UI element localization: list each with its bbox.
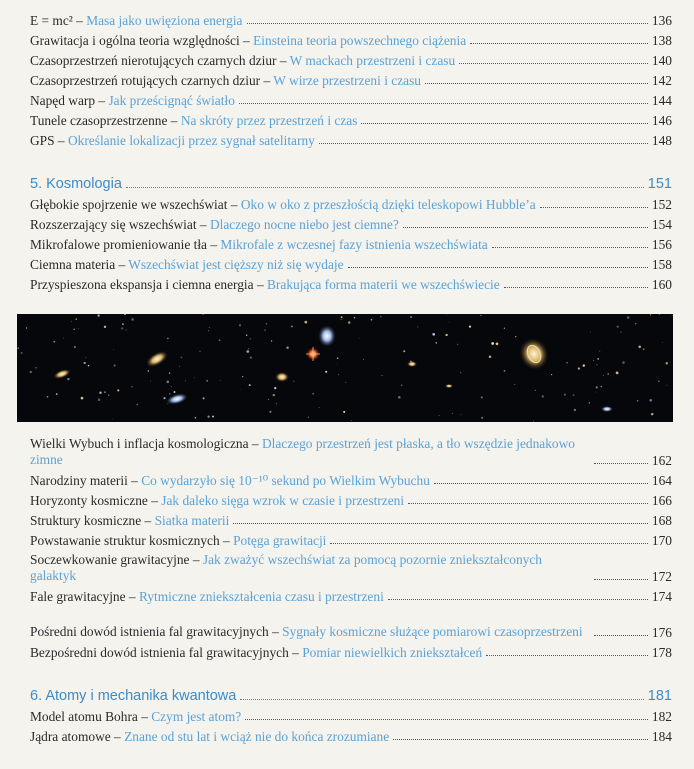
entry-text <box>30 493 404 508</box>
entry-subtitle: Jak zważyć wszechświat za pomocą pozornie zniekształconych galaktyk <box>30 552 542 583</box>
entry-page-number: 184 <box>651 729 672 744</box>
toc-entry[interactable] <box>30 584 672 604</box>
toc-entry[interactable] <box>30 28 672 48</box>
section-page-number: 181 <box>647 688 672 704</box>
entry-title: Pośredni dowód istnienia fal grawitacyjnych – <box>30 624 283 639</box>
toc-block-quantum <box>30 704 672 744</box>
entry-title: Przyspieszona ekspansja i ciemna energia – <box>30 277 267 292</box>
entry-title: Wielki Wybuch i inflacja kosmologiczna – <box>30 436 262 451</box>
entry-page-number: 138 <box>651 33 672 48</box>
entry-page-number: 158 <box>651 257 672 272</box>
entry-subtitle: W mackach przestrzeni i czasu <box>289 53 456 68</box>
dot-leader <box>247 23 648 24</box>
dot-leader <box>459 63 648 64</box>
entry-text <box>30 729 389 744</box>
dot-leader <box>126 187 644 188</box>
toc-block-relativity <box>30 8 672 148</box>
entry-text <box>30 33 466 48</box>
entry-subtitle: Znane od stu lat i wciąż nie do końca zrozumiane <box>124 729 390 744</box>
entry-text <box>30 552 590 584</box>
toc-section-cosmology <box>30 170 672 292</box>
entry-title: Soczewkowanie grawitacyjne – <box>30 552 203 567</box>
toc-entry[interactable] <box>30 528 672 548</box>
entry-subtitle: Dlaczego przestrzeń jest płaska, a tło wszędzie jednakowo zimne <box>30 436 575 467</box>
entry-text <box>30 73 421 88</box>
entry-subtitle: Jak prześcignąć światło <box>108 93 235 108</box>
entry-title: Jądra atomowe – <box>30 729 125 744</box>
dot-leader <box>361 123 647 124</box>
dot-leader <box>239 103 648 104</box>
entry-subtitle: Wszechświat jest cięższy niż się wydaje <box>128 257 344 272</box>
section-title: 6. Atomy i mechanika kwantowa <box>30 688 237 704</box>
toc-entry[interactable] <box>30 88 672 108</box>
entry-text <box>30 13 243 28</box>
entry-text <box>30 237 488 252</box>
dot-leader <box>245 719 648 720</box>
entry-text <box>30 277 500 292</box>
dot-leader <box>233 523 648 524</box>
dot-leader <box>434 483 648 484</box>
toc-section-quantum <box>30 682 672 744</box>
dot-leader <box>594 463 648 464</box>
section-heading-6[interactable] <box>30 682 672 704</box>
entry-page-number: 168 <box>651 513 672 528</box>
dot-leader <box>470 43 648 44</box>
toc-entry[interactable] <box>30 432 672 468</box>
entry-title: Napęd warp – <box>30 93 109 108</box>
entry-subtitle: Określanie lokalizacji przez sygnał satelitarny <box>67 133 315 148</box>
entry-text <box>30 93 235 108</box>
toc-entry[interactable] <box>30 548 672 584</box>
dot-leader <box>388 599 648 600</box>
toc-entry[interactable] <box>30 252 672 272</box>
entry-title: Czasoprzestrzeń nierotujących czarnych dziur – <box>30 53 290 68</box>
entry-page-number: 136 <box>651 13 672 28</box>
toc-entry[interactable] <box>30 108 672 128</box>
entry-text <box>30 133 315 148</box>
entry-subtitle: Czym jest atom? <box>151 709 242 724</box>
entry-text <box>30 113 357 128</box>
toc-entry[interactable] <box>30 272 672 292</box>
toc-entry[interactable] <box>30 640 672 660</box>
entry-title: Ciemna materia – <box>30 257 129 272</box>
dot-leader <box>330 543 648 544</box>
toc-entry[interactable] <box>30 232 672 252</box>
entry-title: Narodziny materii – <box>30 473 142 488</box>
entry-text <box>30 217 399 232</box>
toc-entry[interactable] <box>30 68 672 88</box>
entry-title: Tunele czasoprzestrzenne – <box>30 113 181 128</box>
entry-page-number: 176 <box>651 625 672 640</box>
dot-leader <box>594 635 648 636</box>
toc-entry[interactable] <box>30 128 672 148</box>
entry-page-number: 146 <box>651 113 672 128</box>
dot-leader <box>240 699 643 700</box>
entry-page-number: 142 <box>651 73 672 88</box>
toc-entry[interactable] <box>30 704 672 724</box>
entry-page-number: 166 <box>651 493 672 508</box>
entry-title: Grawitacja i ogólna teoria względności – <box>30 33 254 48</box>
dot-leader <box>492 247 648 248</box>
entry-page-number: 144 <box>651 93 672 108</box>
dot-leader <box>408 503 648 504</box>
dot-leader <box>348 267 648 268</box>
toc-entry[interactable] <box>30 192 672 212</box>
entry-subtitle: Sygnały kosmiczne służące pomiarowi czasoprzestrzeni <box>282 624 583 639</box>
entry-subtitle: Potęga grawitacji <box>233 533 327 548</box>
toc-entry[interactable] <box>30 468 672 488</box>
toc-entry[interactable] <box>30 724 672 744</box>
dot-leader <box>393 739 648 740</box>
entry-page-number: 174 <box>651 589 672 604</box>
entry-text <box>30 645 482 660</box>
dot-leader <box>319 143 648 144</box>
toc-entry[interactable] <box>30 212 672 232</box>
entry-title: Struktury kosmiczne – <box>30 513 155 528</box>
entry-subtitle: Jak daleko sięga wzrok w czasie i przestrzeni <box>161 493 405 508</box>
entry-text <box>30 473 430 488</box>
entry-page-number: 170 <box>651 533 672 548</box>
entry-subtitle: Oko w oko z przeszłością dzięki teleskopowi Hubble’a <box>240 197 536 212</box>
entry-text <box>30 589 384 604</box>
entry-title: Fale grawitacyjne – <box>30 589 139 604</box>
entry-title: E = mc² – <box>30 13 87 28</box>
entry-text <box>30 709 241 724</box>
entry-page-number: 148 <box>651 133 672 148</box>
entry-text <box>30 197 536 212</box>
entry-text <box>30 436 590 468</box>
entry-text <box>30 53 455 68</box>
toc-entry[interactable] <box>30 488 672 508</box>
entry-subtitle: Rytmiczne zniekształcenia czasu i przestrzeni <box>138 589 384 604</box>
entry-title: Rozszerzający się wszechświat – <box>30 217 210 232</box>
entry-page-number: 152 <box>651 197 672 212</box>
entry-page-number: 172 <box>651 569 672 584</box>
section-heading-5[interactable] <box>30 170 672 192</box>
galaxy-field-icon <box>17 314 673 422</box>
entry-title: GPS – <box>30 133 68 148</box>
dot-leader <box>425 83 648 84</box>
entry-title: Model atomu Bohra – <box>30 709 152 724</box>
entry-page-number: 154 <box>651 217 672 232</box>
entry-page-number: 156 <box>651 237 672 252</box>
entry-subtitle: Masa jako uwięziona energia <box>86 13 243 28</box>
entry-page-number: 162 <box>651 453 672 468</box>
entry-subtitle: Na skróty przez przestrzeń i czas <box>180 113 358 128</box>
entry-page-number: 182 <box>651 709 672 724</box>
entry-subtitle: W wirze przestrzeni i czasu <box>273 73 421 88</box>
entry-page-number: 160 <box>651 277 672 292</box>
dot-leader <box>540 207 648 208</box>
entry-title: Mikrofalowe promieniowanie tła – <box>30 237 221 252</box>
entry-title: Bezpośredni dowód istnienia fal grawitacyjnych – <box>30 645 303 660</box>
dot-leader <box>594 579 648 580</box>
section-title: 5. Kosmologia <box>30 176 122 192</box>
entry-subtitle: Pomiar niewielkich zniekształceń <box>302 645 483 660</box>
entry-page-number: 178 <box>651 645 672 660</box>
toc-entry[interactable] <box>30 48 672 68</box>
entry-title: Czasoprzestrzeń rotujących czarnych dziur – <box>30 73 274 88</box>
dot-leader <box>504 287 648 288</box>
entry-title: Horyzonty kosmiczne – <box>30 493 162 508</box>
entry-title: Powstawanie struktur kosmicznych – <box>30 533 234 548</box>
entry-subtitle: Dlaczego nocne niebo jest ciemne? <box>209 217 399 232</box>
entry-subtitle: Einsteina teoria powszechnego ciążenia <box>253 33 467 48</box>
entry-subtitle: Siatka materii <box>154 513 230 528</box>
toc-block-cosmology <box>30 192 672 292</box>
entry-subtitle: Brakująca forma materii we wszechświecie <box>266 277 500 292</box>
section-page-number: 151 <box>647 176 672 192</box>
toc-entry[interactable] <box>30 8 672 28</box>
entry-page-number: 164 <box>651 473 672 488</box>
dot-leader <box>403 227 648 228</box>
toc-entry[interactable] <box>30 604 672 640</box>
toc-block-cosmology-2 <box>30 432 672 660</box>
entry-subtitle: Co wydarzyło się 10⁻¹⁰ sekund po Wielkim Wybuchu <box>141 473 430 488</box>
toc-entry[interactable] <box>30 508 672 528</box>
entry-text <box>30 513 229 528</box>
dot-leader <box>486 655 648 656</box>
entry-title: Głębokie spojrzenie we wszechświat – <box>30 197 241 212</box>
entry-text <box>30 533 326 548</box>
entry-text <box>30 257 344 272</box>
entry-page-number: 140 <box>651 53 672 68</box>
galaxy-field-image <box>17 314 673 422</box>
entry-subtitle: Mikrofale z wczesnej fazy istnienia wszechświata <box>220 237 488 252</box>
entry-text <box>30 624 590 640</box>
